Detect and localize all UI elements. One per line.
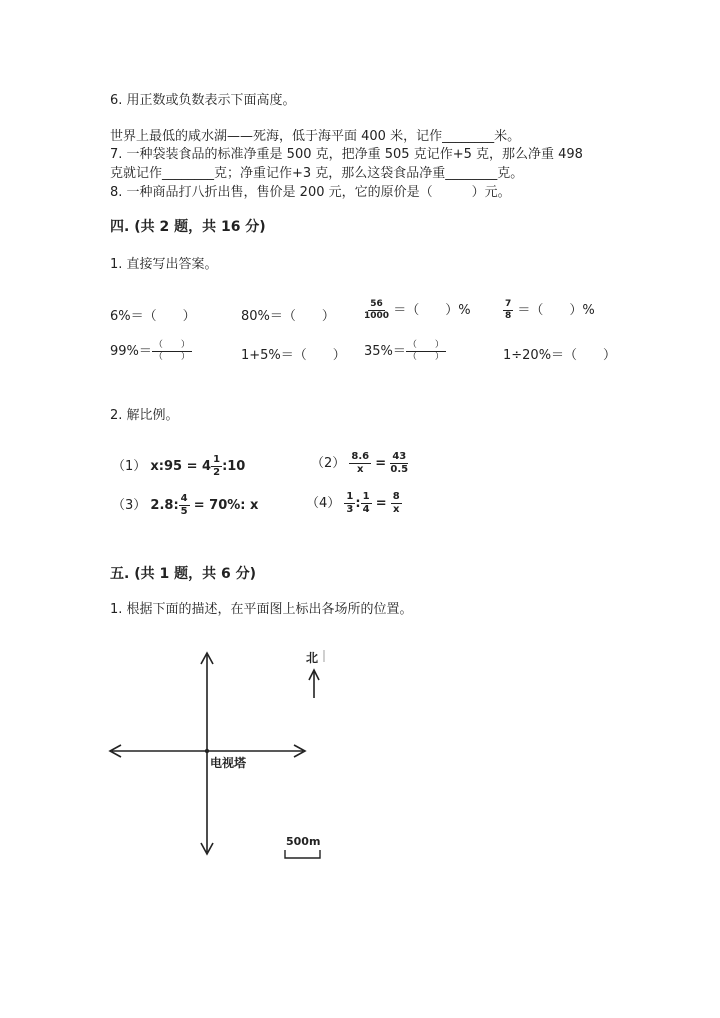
- question-6-line: 世界上最低的咸水湖——死海，低于海平面 400 米，记作________米。: [110, 129, 521, 144]
- tv-tower-label: 电视塔: [210, 756, 247, 770]
- answer-80-percent: 80%＝（ ）: [241, 309, 335, 324]
- proportion-3-fraction: $\frac{4}{5}$: [180, 493, 188, 517]
- section-5-title: 五. (共 1 题，共 6 分): [110, 566, 256, 582]
- proportion-4-fraction-c: $\frac{8}{x}$: [392, 491, 400, 515]
- answer-1-div-20-percent: 1÷20%＝（ ）: [503, 348, 617, 363]
- proportion-4-equals: =: [375, 496, 387, 511]
- answer-99-percent-lead: 99%＝: [110, 344, 152, 359]
- scale-label: 500m: [286, 835, 321, 848]
- fraction-7-8: $\frac{7}{8}$: [505, 299, 512, 321]
- position-map: [100, 640, 340, 870]
- question-6: 6. 用正数或负数表示下面高度。: [110, 93, 296, 108]
- fraction-blank-35: $\frac{( )}{( )}$: [407, 340, 444, 362]
- answer-99-percent: [110, 340, 192, 362]
- map-center-point: [205, 749, 209, 753]
- answer-6-percent: 6%＝（ ）: [110, 309, 196, 324]
- question-7-line-2: 克就记作________克；净重记作+3 克，那么这袋食品净重________克。: [110, 166, 524, 181]
- proportion-3-expr-a: 2.8:: [150, 498, 179, 513]
- section-5-q1-title: 1. 根据下面的描述，在平面图上标出各场所的位置。: [110, 602, 413, 617]
- proportion-1-fraction: $\frac{1}{2}$: [213, 454, 221, 478]
- answer-1-plus-5-percent: 1+5%＝（ ）: [241, 348, 346, 363]
- proportion-1-expr-b: :10: [222, 459, 246, 474]
- section-4-q1-title: 1. 直接写出答案。: [110, 257, 218, 272]
- proportion-3-expr-b: = 70%: x: [193, 498, 259, 513]
- section-4-title: 四. (共 2 题，共 16 分): [110, 219, 266, 235]
- proportion-1-label: （1）: [112, 459, 147, 474]
- scale-bar: [285, 850, 320, 858]
- proportion-1-expr-a: x:95 = 4: [150, 459, 212, 474]
- proportion-1: [112, 455, 245, 478]
- section-4-q2-title: 2. 解比例。: [110, 408, 179, 423]
- proportion-4-label: （4）: [306, 496, 341, 511]
- north-label: 北: [306, 651, 319, 665]
- proportion-3-label: （3）: [112, 498, 147, 513]
- fraction-blank-99: $\frac{( )}{( )}$: [153, 340, 190, 362]
- question-8: 8. 一种商品打八折出售，售价是 200 元，它的原价是（ ）元。: [110, 185, 511, 200]
- proportion-4-fraction-a: $\frac{1}{3}$: [346, 491, 354, 515]
- fraction-56-1000: $\frac{56}{1000}$: [364, 299, 390, 321]
- proportion-3: [112, 494, 258, 517]
- proportion-4-fraction-b: $\frac{1}{4}$: [362, 491, 370, 515]
- proportion-2-right-fraction: $\frac{43}{0.5}$: [390, 451, 409, 475]
- proportion-2-label: （2）: [311, 456, 346, 471]
- proportion-4-colon: :: [355, 496, 361, 511]
- proportion-2: [311, 452, 408, 475]
- answer-7-over-8: [503, 299, 595, 321]
- answer-56-over-1000: [364, 299, 471, 321]
- answer-35-percent: [364, 340, 446, 362]
- question-7-line-1: 7. 一种袋装食品的标准净重是 500 克，把净重 505 克记作+5 克，那么净重 498: [110, 147, 583, 162]
- proportion-4: [306, 492, 402, 515]
- answer-56-over-1000-rest: ＝（ ）%: [393, 303, 471, 318]
- proportion-2-left-fraction: $\frac{8.6}{x}$: [351, 451, 370, 475]
- answer-35-percent-lead: 35%＝: [364, 344, 406, 359]
- proportion-2-equals: =: [375, 456, 387, 471]
- answer-7-over-8-rest: ＝（ ）%: [517, 303, 595, 318]
